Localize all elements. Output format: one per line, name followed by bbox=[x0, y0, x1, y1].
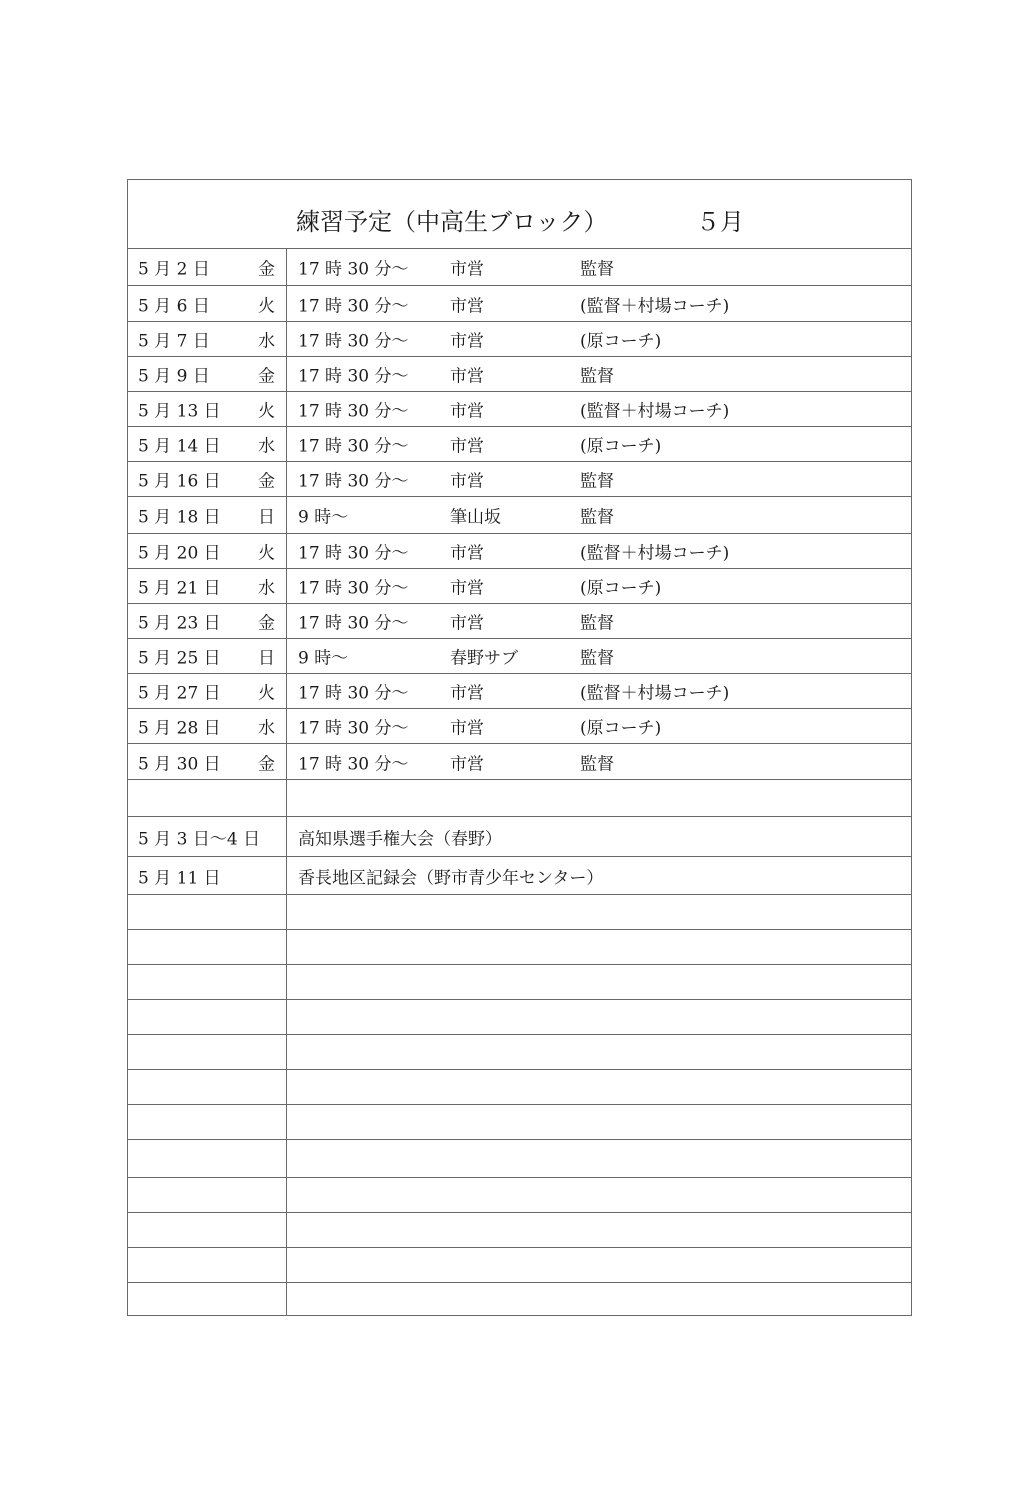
blank-row bbox=[128, 1283, 911, 1317]
schedule-date: 5 月 7 日 bbox=[138, 331, 210, 352]
blank-row bbox=[128, 1140, 911, 1178]
schedule-date: 5 月 20 日 bbox=[138, 543, 221, 564]
schedule-date: 5 月 25 日 bbox=[138, 648, 221, 669]
schedule-weekday: 金 bbox=[258, 613, 275, 634]
blank-row bbox=[128, 1070, 911, 1105]
schedule-weekday: 金 bbox=[258, 754, 275, 774]
schedule-weekday: 水 bbox=[258, 578, 275, 599]
event-row bbox=[128, 857, 911, 895]
schedule-time: 17 時 30 分～ bbox=[298, 578, 409, 599]
event-date: 5 月 11 日 bbox=[138, 868, 221, 888]
schedule-coach: (原コーチ) bbox=[580, 718, 662, 739]
schedule-time: 9 時～ bbox=[298, 648, 349, 669]
schedule-time: 17 時 30 分～ bbox=[298, 296, 409, 316]
schedule-time: 17 時 30 分～ bbox=[298, 259, 409, 280]
schedule-date: 5 月 13 日 bbox=[138, 401, 221, 422]
schedule-time: 17 時 30 分～ bbox=[298, 543, 409, 564]
schedule-date: 5 月 2 日 bbox=[138, 259, 210, 280]
schedule-time: 17 時 30 分～ bbox=[298, 366, 409, 387]
schedule-date: 5 月 6 日 bbox=[138, 296, 210, 316]
blank-row bbox=[128, 1178, 911, 1213]
schedule-weekday: 水 bbox=[258, 331, 275, 352]
page-title: 練習予定（中高生ブロック） bbox=[296, 208, 608, 236]
schedule-coach: 監督 bbox=[580, 648, 614, 669]
event-date: 5 月 3 日～4 日 bbox=[138, 829, 261, 849]
blank-row bbox=[128, 965, 911, 1000]
schedule-time: 17 時 30 分～ bbox=[298, 401, 409, 422]
blank-row bbox=[128, 1248, 911, 1283]
table-row bbox=[128, 392, 911, 427]
blank-row bbox=[128, 1035, 911, 1070]
schedule-coach: 監督 bbox=[580, 754, 614, 774]
schedule-coach: 監督 bbox=[580, 507, 614, 528]
schedule-weekday: 金 bbox=[258, 471, 275, 492]
table-row bbox=[128, 744, 911, 780]
blank-row bbox=[128, 1105, 911, 1140]
schedule-date: 5 月 9 日 bbox=[138, 366, 210, 387]
schedule-weekday: 水 bbox=[258, 436, 275, 457]
event-name: 香長地区記録会（野市青少年センター） bbox=[298, 868, 604, 888]
schedule-weekday: 金 bbox=[258, 259, 275, 280]
schedule-coach: (原コーチ) bbox=[580, 331, 662, 352]
schedule-place: 筆山坂 bbox=[450, 507, 501, 528]
table-row bbox=[128, 674, 911, 709]
schedule-place: 市営 bbox=[450, 613, 484, 634]
schedule-coach: 監督 bbox=[580, 613, 614, 634]
table-row bbox=[128, 639, 911, 674]
schedule-weekday: 火 bbox=[258, 543, 275, 564]
table-row bbox=[128, 569, 911, 604]
event-name: 高知県選手権大会（春野） bbox=[298, 829, 502, 849]
schedule-place: 市営 bbox=[450, 471, 484, 492]
schedule-date: 5 月 18 日 bbox=[138, 507, 221, 528]
table-row bbox=[128, 286, 911, 322]
schedule-weekday: 火 bbox=[258, 296, 275, 316]
schedule-coach: 監督 bbox=[580, 259, 614, 280]
schedule-place: 市営 bbox=[450, 543, 484, 564]
blank-row bbox=[128, 1000, 911, 1035]
schedule-place: 市営 bbox=[450, 366, 484, 387]
schedule-time: 17 時 30 分～ bbox=[298, 436, 409, 457]
schedule-time: 17 時 30 分～ bbox=[298, 683, 409, 704]
blank-row bbox=[128, 930, 911, 965]
table-row bbox=[128, 534, 911, 569]
schedule-weekday: 金 bbox=[258, 366, 275, 387]
schedule-place: 市営 bbox=[450, 436, 484, 457]
schedule-weekday: 火 bbox=[258, 401, 275, 422]
schedule-coach: 監督 bbox=[580, 366, 614, 387]
schedule-date: 5 月 14 日 bbox=[138, 436, 221, 457]
schedule-coach: (監督＋村場コーチ) bbox=[580, 401, 730, 422]
schedule-date: 5 月 27 日 bbox=[138, 683, 221, 704]
schedule-coach: 監督 bbox=[580, 471, 614, 492]
schedule-coach: (監督＋村場コーチ) bbox=[580, 683, 730, 704]
schedule-place: 市営 bbox=[450, 296, 484, 316]
schedule-time: 17 時 30 分～ bbox=[298, 613, 409, 634]
schedule-time: 17 時 30 分～ bbox=[298, 331, 409, 352]
blank-row bbox=[128, 780, 911, 817]
schedule-place: 市営 bbox=[450, 578, 484, 599]
table-row bbox=[128, 497, 911, 534]
schedule-time: 9 時～ bbox=[298, 507, 349, 528]
schedule-date: 5 月 28 日 bbox=[138, 718, 221, 739]
blank-row bbox=[128, 1213, 911, 1248]
schedule-weekday: 日 bbox=[258, 648, 275, 669]
title-row bbox=[128, 180, 911, 249]
schedule-time: 17 時 30 分～ bbox=[298, 718, 409, 739]
schedule-date: 5 月 30 日 bbox=[138, 754, 221, 774]
schedule-coach: (監督＋村場コーチ) bbox=[580, 296, 730, 316]
table-row bbox=[128, 249, 911, 286]
schedule-coach: (原コーチ) bbox=[580, 578, 662, 599]
schedule-coach: (原コーチ) bbox=[580, 436, 662, 457]
title-month: ５月 bbox=[696, 208, 744, 236]
schedule-weekday: 水 bbox=[258, 718, 275, 739]
table-row bbox=[128, 427, 911, 462]
schedule-place: 市営 bbox=[450, 683, 484, 704]
schedule-coach: (監督＋村場コーチ) bbox=[580, 543, 730, 564]
schedule-date: 5 月 16 日 bbox=[138, 471, 221, 492]
schedule-place: 市営 bbox=[450, 718, 484, 739]
table-row bbox=[128, 357, 911, 392]
schedule-place: 市営 bbox=[450, 259, 484, 280]
table-row bbox=[128, 462, 911, 497]
schedule-time: 17 時 30 分～ bbox=[298, 471, 409, 492]
schedule-sheet bbox=[127, 179, 912, 1316]
blank-row bbox=[128, 895, 911, 930]
schedule-weekday: 火 bbox=[258, 683, 275, 704]
event-row bbox=[128, 817, 911, 857]
schedule-place: 市営 bbox=[450, 331, 484, 352]
table-row bbox=[128, 322, 911, 357]
schedule-place: 春野サブ bbox=[450, 648, 518, 669]
table-row bbox=[128, 709, 911, 744]
schedule-date: 5 月 21 日 bbox=[138, 578, 221, 599]
schedule-weekday: 日 bbox=[258, 507, 275, 528]
schedule-time: 17 時 30 分～ bbox=[298, 754, 409, 774]
schedule-place: 市営 bbox=[450, 754, 484, 774]
table-row bbox=[128, 604, 911, 639]
schedule-place: 市営 bbox=[450, 401, 484, 422]
schedule-date: 5 月 23 日 bbox=[138, 613, 221, 634]
